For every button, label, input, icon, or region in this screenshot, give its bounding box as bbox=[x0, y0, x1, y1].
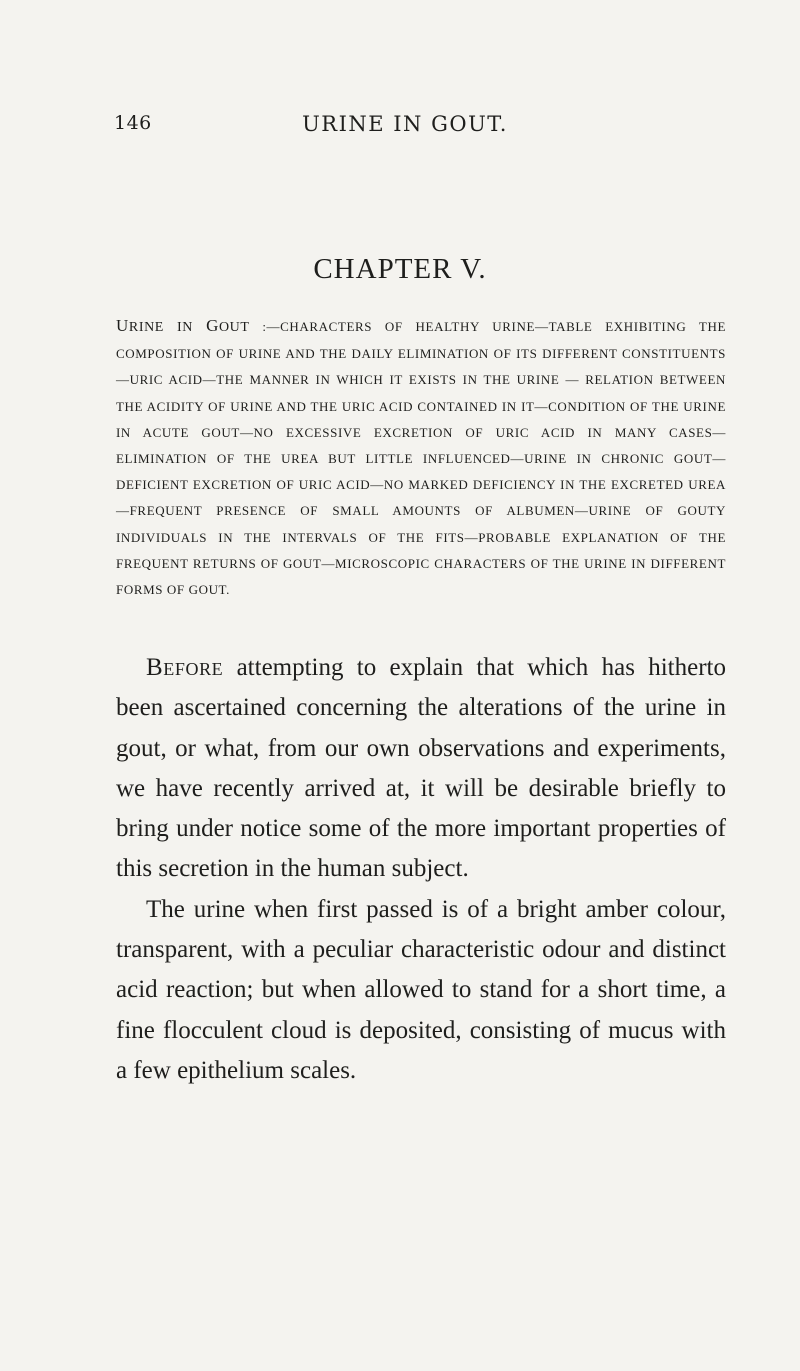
synopsis-lead-in-out: OUT bbox=[218, 320, 250, 335]
chapter-title: CHAPTER V. bbox=[313, 253, 487, 285]
body-text bbox=[116, 648, 726, 1091]
synopsis-lead-in-g: G bbox=[206, 316, 219, 335]
synopsis-lead-in bbox=[116, 316, 250, 335]
paragraph-2: The urine when first passed is of a bright amber colour, transparent, with a peculiar characteristic odour and distinct acid reaction; but when allowed to stand for a short time, a fine flocculent cloud is deposited, consisting of mucus with a few epithelium scales. bbox=[116, 895, 726, 1084]
synopsis-text: :—CHARACTERS OF HEALTHY URINE—TABLE EXHIBITING THE COMPOSITION OF URINE AND THE DAILY ELIMINATION OF ITS DIFFERENT CONSTITUENTS—URIC ACID—THE MANNER IN WHICH IT EXISTS IN THE URINE — RELATION BETWEEN THE ACIDITY OF URINE AND THE URIC ACID CONTAINED IN IT—CONDITION OF THE URINE IN ACUTE GOUT—NO EXCESSIVE EXCRETION OF URIC ACID IN MANY CASES—ELIMINATION OF THE UREA BUT LITTLE INFLUENCED—URINE IN CHRONIC GOUT—DEFICIENT EXCRETION OF URIC ACID—NO MARKED DEFICIENCY IN THE EXCRETED UREA—FREQUENT PRESENCE OF SMALL AMOUNTS OF ALBUMEN—URINE OF GOUTY INDIVIDUALS IN THE INTERVALS OF THE FITS—PROBABLE EXPLANATION OF THE FREQUENT RETURNS OF GOUT—MICROSCOPIC CHARACTERS OF THE URINE IN DIFFERENT FORMS OF GOUT. bbox=[116, 319, 726, 598]
synopsis-lead-in-rest: RINE IN bbox=[128, 320, 207, 335]
page-number: 146 bbox=[114, 112, 152, 134]
paragraph-1-lead: Before bbox=[146, 654, 224, 681]
synopsis-lead-in-initial: U bbox=[116, 316, 129, 335]
running-head: URINE IN GOUT. bbox=[302, 112, 508, 136]
paragraph-1-text: attempting to explain that which has hitherto been ascertained concerning the alterations of the urine in gout, or what, from our own observations and experiments, we have recently arrived at, it will be desirable briefly to bring under notice some of the more important properties of this secretion in the human subject. bbox=[116, 654, 726, 883]
paragraph-1 bbox=[116, 648, 726, 890]
chapter-synopsis bbox=[116, 313, 726, 603]
